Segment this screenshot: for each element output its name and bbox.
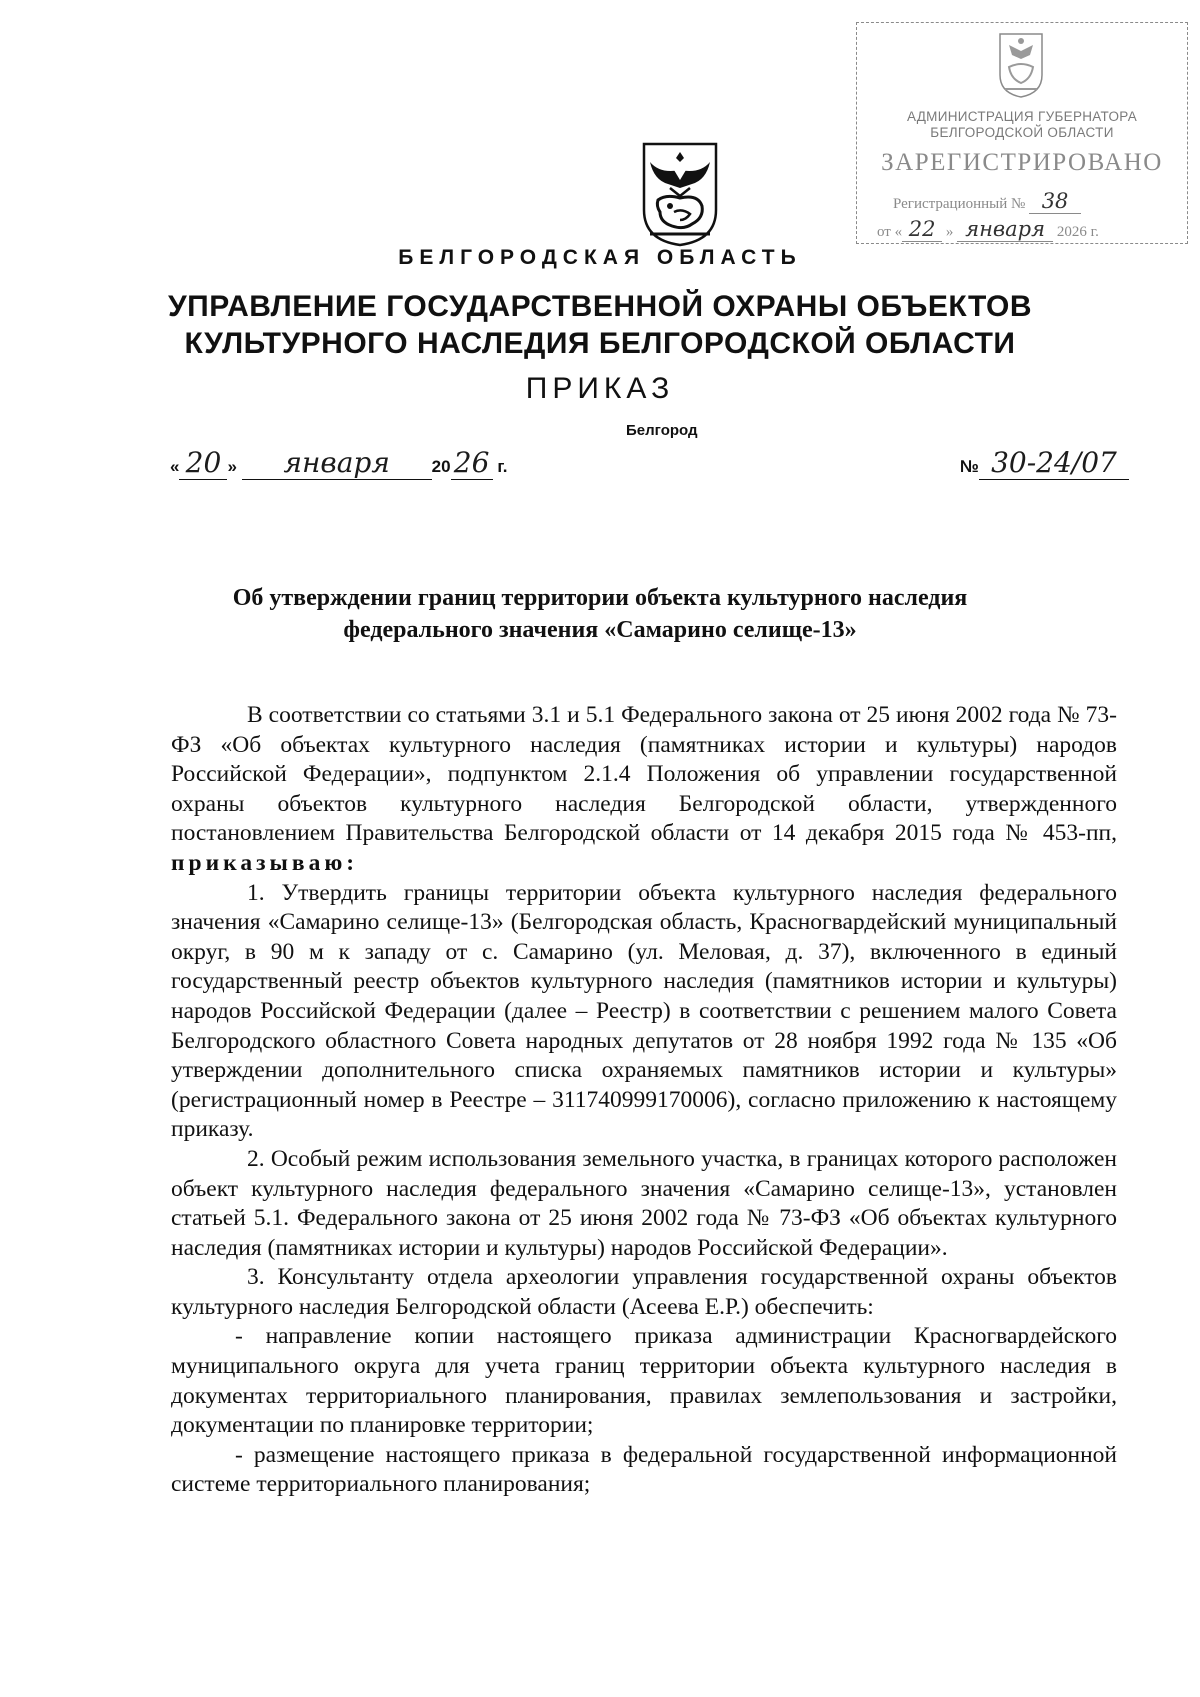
document-body xyxy=(171,701,1117,1500)
stamp-day-close: » xyxy=(945,224,954,240)
stamp-title: ЗАРЕГИСТРИРОВАНО xyxy=(881,149,1163,176)
intro-text: В соответствии со статьями 3.1 и 5.1 Федерального закона от 25 июня 2002 года № 73-ФЗ «Об объектах культурного наследия (памятниках истории и культуры) народов Российской Федерации», подпунктом 2.1.4 Положения об управлении государственной охраны объектов культурного наследия Белгородской области, утвержденного постановлением Правительства Белгородской области от 14 декабря 2015 года № 453-пп, xyxy=(171,702,1117,847)
stamp-org-line2: БЕЛГОРОДСКОЙ ОБЛАСТИ xyxy=(930,125,1114,140)
stamp-org-line1: АДМИНИСТРАЦИЯ ГУБЕРНАТОРА xyxy=(906,109,1138,124)
date-open-quote: « xyxy=(170,457,180,476)
registration-stamp xyxy=(856,22,1188,244)
org-title-line1: УПРАВЛЕНИЕ ГОСУДАРСТВЕННОЙ ОХРАНЫ ОБЪЕКТОВ xyxy=(167,290,1033,323)
document-type: ПРИКАЗ xyxy=(525,372,675,405)
stamp-year-prefix: 20 xyxy=(1056,224,1072,240)
stamp-reg-row xyxy=(893,189,1081,214)
date-day: 20 xyxy=(179,446,227,480)
org-title-line2: КУЛЬТУРНОГО НАСЛЕДИЯ БЕЛГОРОДСКОЙ ОБЛАСТИ xyxy=(184,327,1016,360)
stamp-reg-label: Регистрационный № xyxy=(893,196,1026,212)
item-3-a: - направление копии настоящего приказа администрации Красногвардейского муниципального округа для учета границ территории объекта культурного наследия в документах территориального планирования, правилах землепользования и застройки, документации по планировке территории; xyxy=(171,1323,1117,1439)
number-value: 30-24/07 xyxy=(979,446,1129,480)
item-3-b: - размещение настоящего приказа в федеральной государственной информационной системе территориального планирования; xyxy=(171,1441,1117,1498)
stamp-day: 22 xyxy=(902,217,942,242)
city-name: Белгород xyxy=(626,422,698,439)
number-label: № xyxy=(960,457,979,476)
item-2: 2. Особый режим использования земельного участка, в границах которого расположен объект культурного наследия федерального значения «Самарино селище-13», установлен статьей 5.1. Федерального закона от 25 июня 2002 года № 73-ФЗ «Об объектах культурного наследия (памятниках истории и культуры) народов Российской Федерации». xyxy=(171,1145,1117,1261)
date-year-suffix: 26 xyxy=(451,446,493,480)
order-word: приказываю: xyxy=(171,849,359,876)
coat-of-arms-icon xyxy=(640,140,720,248)
region-name: БЕЛГОРОДСКАЯ ОБЛАСТЬ xyxy=(398,246,802,269)
coat-of-arms-icon xyxy=(997,31,1045,99)
order-number xyxy=(960,446,1129,480)
date-close-quote: » xyxy=(227,457,237,476)
intro-paragraph xyxy=(171,701,1117,879)
item-1: 1. Утвердить границы территории объекта культурного наследия федерального значения «Самарино селище-13» (Белгородская область, Красногвардейский муниципальный округ, в 90 м к западу от с. Самарино (ул. Меловая, д. 37), включенного в единый государственный реестр объектов культурного наследия (памятников истории и культуры) народов Российской Федерации (далее – Реестр) в соответствии с решением малого Совета Белгородского областного Совета народных депутатов от 28 ноября 1992 года № 135 «Об утверждении дополнительного списка охраняемых памятников истории и культуры» (регистрационный номер в Реестре – 311740999170006), согласно приложению к настоящему приказу. xyxy=(171,879,1117,1143)
stamp-reg-number: 38 xyxy=(1029,189,1081,214)
stamp-year-mark: г. xyxy=(1090,224,1099,240)
subject-line1: Об утверждении границ территории объекта культурного наследия xyxy=(232,585,968,611)
date-year-mark: г. xyxy=(497,457,508,476)
subject-line2: федерального значения «Самарино селище-13» xyxy=(343,617,857,643)
stamp-month: января xyxy=(957,217,1053,242)
stamp-date-row xyxy=(877,217,1099,242)
item-3: 3. Консультанту отдела археологии управления государственной охраны объектов культурного наследия Белгородской области (Асеева Е.Р.) обеспечить: xyxy=(171,1264,1117,1320)
order-date xyxy=(170,446,507,480)
date-month: января xyxy=(242,446,432,480)
date-year-prefix: 20 xyxy=(431,457,451,476)
stamp-from-label: от « xyxy=(877,224,903,240)
stamp-year-suffix: 26 xyxy=(1071,224,1087,240)
